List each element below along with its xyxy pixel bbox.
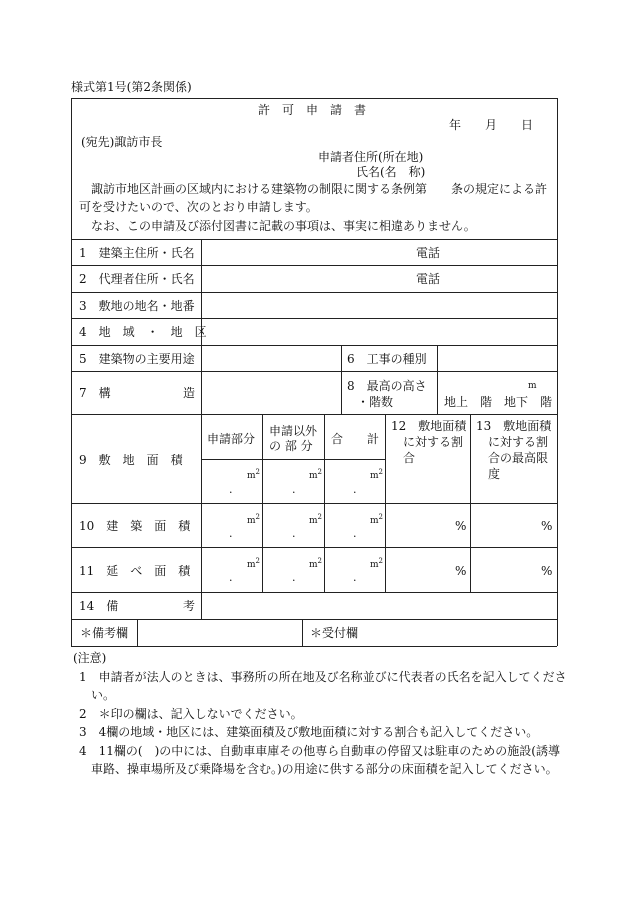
r9-other-unit: [309, 467, 322, 481]
unit-sqm: m: [247, 471, 256, 481]
row1-phone-label: 電話: [416, 246, 441, 260]
note-1-line-1: 1 申請者が法人のときは、事務所の所在地及び名称並びに代表者の氏名を記入してくださ: [79, 670, 567, 684]
r11-percent-12: %: [455, 564, 467, 578]
row12-line1: 12 敷地面積: [391, 419, 467, 433]
row13-line3: 合の最高限: [488, 451, 549, 465]
row-line-7: [71, 414, 557, 415]
note-1-line-2: い。: [91, 688, 116, 702]
unit-sup: 2: [317, 557, 323, 565]
col-line-label: [201, 239, 202, 619]
row-line-5: [71, 345, 557, 346]
row-line-6: [71, 371, 557, 372]
row7-label-end: 造: [183, 386, 196, 400]
r10-percent-12: %: [455, 519, 467, 533]
form-label: 様式第1号(第2条関係): [71, 80, 192, 94]
row10-label: 10 建 築 面 積: [79, 519, 191, 533]
unit-sqm: m: [370, 560, 379, 570]
row14-label-end: 考: [183, 599, 196, 613]
row4-label: 4 地 域 ・ 地 区: [79, 325, 207, 339]
col-line-reception: [302, 619, 303, 646]
date-field: 年 月 日: [449, 118, 534, 132]
body-line-3: なお、この申請及び添付図書に記載の事項は、事実に相違ありません。: [91, 219, 476, 233]
row13-line2: に対する割: [488, 435, 549, 449]
row8-label-line1: 8 最高の高さ: [347, 379, 427, 393]
col-line-d: [470, 414, 471, 592]
unit-sup: 2: [378, 557, 384, 565]
row-line-9-inner: [201, 459, 385, 460]
row1-label: 1 建築主住所・氏名: [79, 246, 195, 260]
row2-label: 2 代理者住所・氏名: [79, 272, 195, 286]
col-header-apply: 申請部分: [207, 432, 256, 446]
unit-sqm: m: [309, 560, 318, 570]
r11-other-unit: [309, 556, 322, 570]
r11-other-dot: .: [292, 571, 296, 584]
r9-other-dot: .: [292, 483, 296, 496]
unit-sup: 2: [317, 468, 323, 476]
r10-total-unit: [370, 512, 383, 526]
unit-sup: 2: [378, 513, 384, 521]
r10-percent-13: %: [541, 519, 553, 533]
r10-other-dot: .: [292, 527, 296, 540]
row3-label: 3 敷地の地名・地番: [79, 299, 195, 313]
applicant-name-label: 氏名(名 称): [356, 165, 426, 179]
row-line-4: [71, 318, 557, 319]
remarks-column-label: ＊備考欄: [80, 626, 129, 640]
unit-sup: 2: [378, 468, 384, 476]
frame-right: [557, 98, 558, 646]
col-header-total: 合 計: [331, 432, 380, 446]
unit-sup: 2: [255, 513, 261, 521]
row12-line3: 合: [403, 451, 416, 465]
unit-sqm: m: [370, 516, 379, 526]
r11-apply-unit: [247, 556, 260, 570]
r9-total-unit: [370, 467, 383, 481]
row7-label: 7 構: [79, 386, 111, 400]
row-line-12: [71, 646, 557, 647]
row2-phone-label: 電話: [416, 272, 441, 286]
r10-apply-unit: [247, 512, 260, 526]
unit-sup: 2: [317, 513, 323, 521]
r10-apply-dot: .: [229, 527, 233, 540]
unit-sqm: m: [370, 471, 379, 481]
row8-unit-m: m: [528, 381, 537, 391]
row11-label: 11 延 べ 面 積: [79, 564, 191, 578]
addressee: (宛先)諏訪市長: [81, 135, 163, 149]
col-line-6: [341, 345, 342, 414]
note-4-line-2: 車路、操車場所及び乗降場を含む。)の用途に供する部分の床面積を記入してください。: [91, 762, 558, 776]
row-line-1: [71, 239, 557, 240]
unit-sqm: m: [247, 516, 256, 526]
row13-line4: 度: [488, 467, 501, 481]
r11-total-unit: [370, 556, 383, 570]
unit-sup: 2: [255, 557, 261, 565]
form-title: 許 可 申 請 書: [258, 103, 367, 117]
note-4-line-1: 4 11欄の( )の中には、自動車車庫その他専ら自動車の停留又は駐車のための施設(誘導: [79, 744, 560, 758]
frame-top: [71, 98, 557, 99]
row-line-3: [71, 292, 557, 293]
note-3: 3 4欄の地域・地区には、建築面積及び敷地面積に対する割合も記入してください。: [79, 725, 539, 739]
col-header-other-line1: 申請以外: [269, 424, 318, 438]
r11-percent-13: %: [541, 564, 553, 578]
unit-sqm: m: [309, 471, 318, 481]
row9-label: 9 敷 地 面 積: [79, 453, 183, 467]
body-line-2: 可を受けたいので、次のとおり申請します。: [79, 200, 318, 214]
col-line-c: [385, 414, 386, 592]
row5-label: 5 建築物の主要用途: [79, 352, 195, 366]
r10-total-dot: .: [353, 527, 357, 540]
row12-line2: に対する割: [403, 435, 464, 449]
row8-floors: 地上 階 地下 階: [444, 395, 553, 409]
row6-label: 6 工事の種別: [347, 352, 427, 366]
col-line-a: [262, 414, 263, 592]
r11-total-dot: .: [353, 571, 357, 584]
r9-apply-unit: [247, 467, 260, 481]
r9-total-dot: .: [353, 483, 357, 496]
note-2: 2 ＊印の欄は、記入しないでください。: [79, 707, 303, 721]
row-line-10: [71, 592, 557, 593]
col-line-6-value: [437, 345, 438, 414]
row8-label-line2: ・階数: [357, 395, 394, 409]
col-line-remarks: [137, 619, 138, 646]
body-line-1: 諏訪市地区計画の区域内における建築物の制限に関する条例第 条の規定による許: [91, 182, 548, 196]
r9-apply-dot: .: [229, 483, 233, 496]
row-line-8: [71, 503, 557, 504]
unit-sup: 2: [255, 468, 261, 476]
reception-column-label: ＊受付欄: [310, 626, 359, 640]
r11-apply-dot: .: [229, 571, 233, 584]
row14-label: 14 備: [79, 599, 119, 613]
r10-other-unit: [309, 512, 322, 526]
col-line-b: [324, 414, 325, 592]
unit-sqm: m: [247, 560, 256, 570]
row13-line1: 13 敷地面積: [476, 419, 552, 433]
col-header-other-line2: の 部 分: [269, 439, 313, 453]
applicant-address-label: 申請者住所(所在地): [318, 150, 424, 164]
row-line-11: [71, 619, 557, 620]
frame-left: [71, 98, 72, 646]
row-line-9: [71, 547, 557, 548]
unit-sqm: m: [309, 516, 318, 526]
row-line-2: [71, 265, 557, 266]
notes-heading: (注意): [73, 651, 107, 665]
